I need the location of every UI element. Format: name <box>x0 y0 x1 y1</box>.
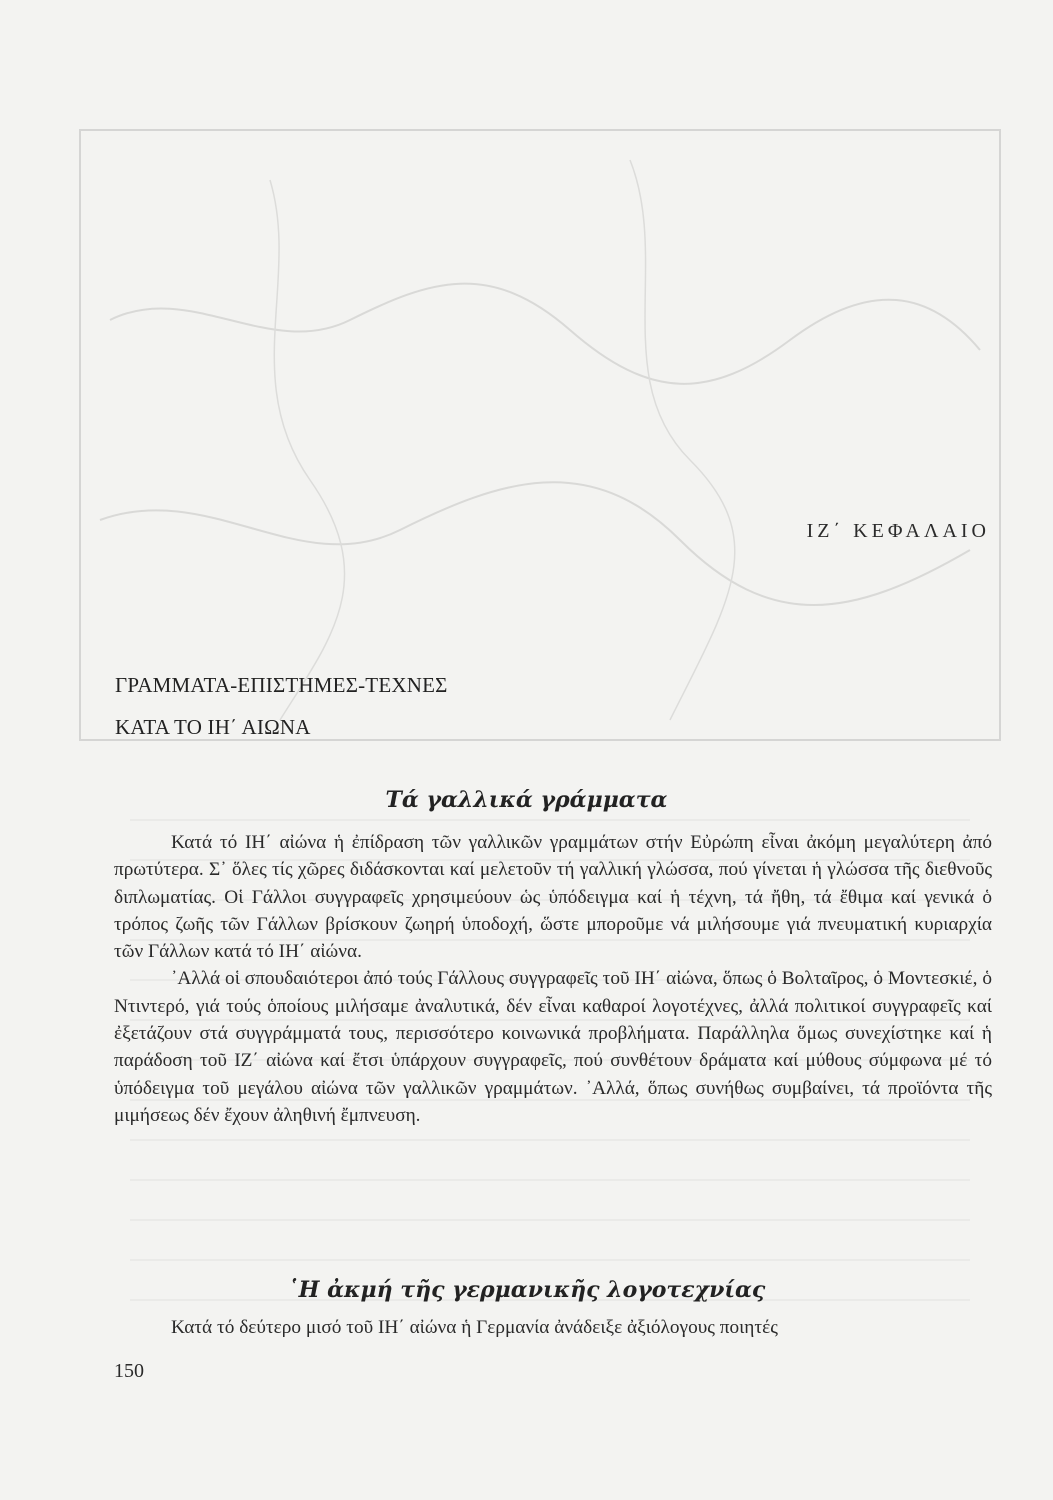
subsection-body-german-literature <box>114 1314 992 1341</box>
paragraph: Κατά τό ΙΗ΄ αἰώνα ἡ ἐπίδραση τῶν γαλλικῶν γραμμάτων στήν Εὐρώπη εἶναι ἀκόμη μεγαλύτερη ἀπό πρωτύτερα. Σ᾿ ὅλες τίς χῶρες διδάσκονται καί μελετοῦν τή γαλλική γλώσσα, πού γίνεται ἡ γλώσσα τῆς διεθνοῦς διπλωματίας. Οἱ Γάλλοι συγγραφεῖς χρησιμεύουν ὡς ὑπόδειγμα καί ἡ τέχνη, τά ἤθη, τά ἔθιμα καί γενικά ὁ τρόπος ζωῆς τῶν Γάλλων βρίσκουν ζωηρή ὑποδοχή, ὥστε μποροῦμε νά μιλήσουμε γιά πνευματική κυριαρχία τῶν Γάλλων κατά τό ΙΗ΄ αἰώνα. <box>114 832 992 963</box>
subsection-heading-french-letters: Τά γαλλικά γράμματα <box>385 787 668 813</box>
section-title-line-2: ΚΑΤΑ ΤΟ ΙΗ΄ ΑΙΩΝΑ <box>115 715 311 739</box>
reverse-page-map-bleedthrough <box>70 120 1010 1420</box>
subsection-heading-german-literature: ῾Η ἀκμή τῆς γερμανικῆς λογοτεχνίας <box>287 1277 766 1303</box>
paragraph: Κατά τό δεύτερο μισό τοῦ ΙΗ΄ αἰώνα ἡ Γερμανία ἀνάδειξε ἀξιόλογους ποιητές <box>171 1317 778 1338</box>
section-title <box>115 664 448 748</box>
chapter-label: ΙΖ΄ ΚΕΦΑΛΑΙΟ <box>806 520 990 542</box>
page-number: 150 <box>114 1360 144 1382</box>
section-title-line-1: ΓΡΑΜΜΑΤΑ-ΕΠΙΣΤΗΜΕΣ-ΤΕΧΝΕΣ <box>115 673 448 697</box>
subsection-body-french-letters <box>114 829 992 1129</box>
paragraph: ᾿Αλλά οἱ σπουδαιότεροι ἀπό τούς Γάλλους συγγραφεῖς τοῦ ΙΗ΄ αἰώνα, ὅπως ὁ Βολταῖρος, ὁ Μοντεσκιέ, ὁ Ντιντερό, γιά τούς ὁποίους μιλήσαμε ἀναλυτικά, δέν εἶναι καθαροί λογοτέχνες, ἀλλά πολιτικοί συγγραφεῖς καί ἐξετάζουν στά συγγράμματά τους, περισσότερο κοινωνικά προβλήματα. Παράλληλα ὅμως συνεχίστηκε καί ἡ παράδοση τοῦ ΙΖ΄ αἰώνα καί ἔτσι ὑπάρχουν συγγραφεῖς, πού συνθέτουν δράματα καί μύθους σύμφωνα μέ τό ὑπόδειγμα τοῦ μεγάλου αἰώνα τῶν γαλλικῶν γραμμάτων. ᾿Αλλά, ὅπως συνήθως συμβαίνει, τά προϊόντα τῆς μιμήσεως δέν ἔχουν ἀληθινή ἔμπνευση. <box>114 968 992 1126</box>
